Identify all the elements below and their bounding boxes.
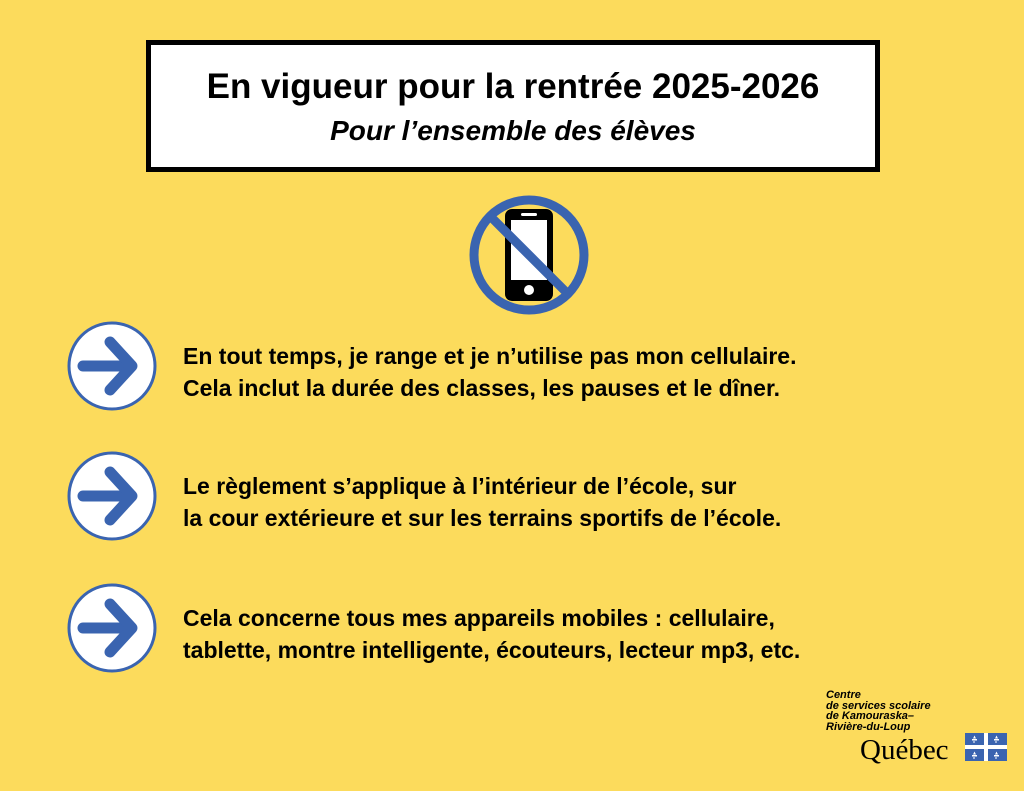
page-title: En vigueur pour la rentrée 2025-2026 [206, 67, 820, 106]
rule-text [183, 602, 800, 666]
rule-text [183, 470, 781, 534]
rule-item-3 [66, 582, 966, 678]
organization-name [826, 690, 931, 732]
org-line-2: de services scolaire [826, 699, 931, 712]
rule-line-1: Cela concerne tous mes appareils mobiles : cellulaire, [183, 605, 775, 631]
rule-line-2: tablette, montre intelligente, écouteurs, lecteur mp3, etc. [183, 637, 801, 663]
quebec-wordmark: Québec [860, 734, 949, 766]
no-cellphone-icon [467, 193, 591, 317]
org-line-3: de Kamouraska– [826, 710, 915, 722]
rule-item-1 [66, 320, 966, 416]
rule-text [183, 340, 797, 404]
quebec-flag-icon [965, 733, 1007, 761]
page-subtitle: Pour l’ensemble des élèves [330, 115, 696, 146]
title-box [146, 40, 880, 172]
org-line-4: Rivière-du-Loup [826, 720, 911, 733]
rule-line-1: En tout temps, je range et je n’utilise pas mon cellulaire. [183, 343, 797, 369]
arrow-right-icon [66, 320, 158, 412]
rule-item-2 [66, 450, 966, 546]
rule-line-2: Cela inclut la durée des classes, les pauses et le dîner. [183, 375, 781, 401]
rule-line-2: la cour extérieure et sur les terrains sportifs de l’école. [183, 505, 782, 531]
arrow-right-icon [66, 450, 158, 542]
org-line-1: Centre [826, 689, 861, 701]
arrow-right-icon [66, 582, 158, 674]
organization-logo [826, 690, 1016, 770]
rule-line-1: Le règlement s’applique à l’intérieur de l’école, sur [183, 473, 737, 499]
